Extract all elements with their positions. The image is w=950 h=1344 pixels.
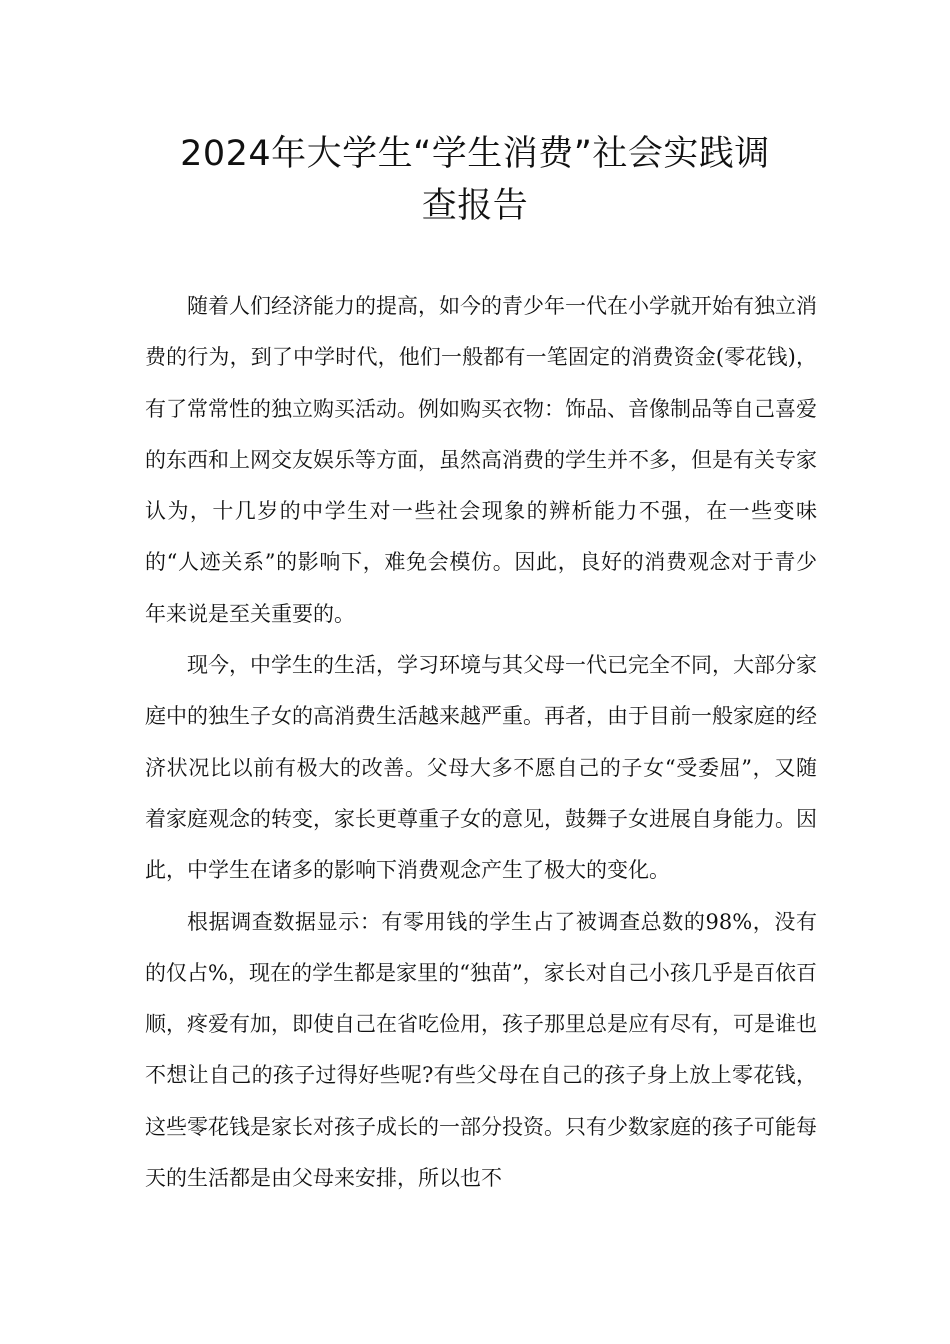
paragraph-3: 根据调查数据显示：有零用钱的学生占了被调查总数的98%，没有的仅占%，现在的学生都是家里的“独苗”，家长对自己小孩几乎是百依百顺，疼爱有加，即使自己在省吃俭用，孩子那里总是应有尽有，可是谁也不想让自己的孩子过得好些呢?有些父母在自己的孩子身上放上零花钱，这些零花钱是家长对孩子成长的一部分投资。只有少数家庭的孩子可能每天的生活都是由父母来安排，所以也不: [145, 909, 817, 1191]
document-title: [100, 128, 850, 232]
title-line-2: 查报告: [421, 186, 529, 226]
title-line-1: 2024年大学生“学生消费”社会实践调: [180, 134, 770, 174]
document-body: [145, 281, 817, 1204]
paragraph-1: 随着人们经济能力的提高，如今的青少年一代在小学就开始有独立消费的行为，到了中学时代，他们一般都有一笔固定的消费资金(零花钱)，有了常常性的独立购买活动。例如购买衣物：饰品、音像制品等自己喜爱的东西和上网交友娱乐等方面，虽然高消费的学生并不多，但是有关专家认为，十几岁的中学生对一些社会现象的辨析能力不强，在一些变味的“人迹关系”的影响下，难免会模仿。因此，良好的消费观念对于青少年来说是至关重要的。: [145, 294, 817, 626]
paragraph-2: 现今，中学生的生活，学习环境与其父母一代已完全不同，大部分家庭中的独生子女的高消费生活越来越严重。再者，由于目前一般家庭的经济状况比以前有极大的改善。父母大多不愿自己的子女“受委屈”，又随着家庭观念的转变，家长更尊重子女的意见，鼓舞子女进展自身能力。因此，中学生在诸多的影响下消费观念产生了极大的变化。: [145, 653, 817, 883]
